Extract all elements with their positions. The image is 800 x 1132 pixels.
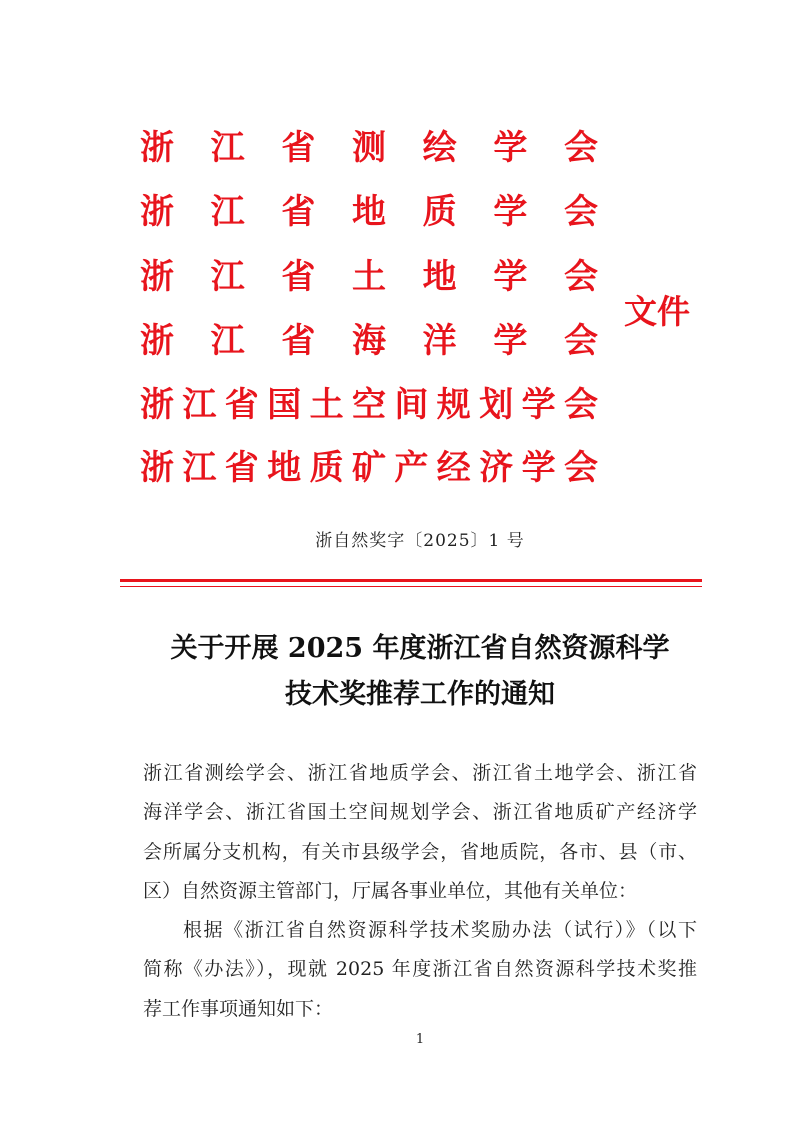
body-line: 根据《浙江省自然资源科学技术奖励办法（试行）》（以下 [183,919,697,941]
red-divider-thin [120,586,702,587]
org-name: 浙江省土地学会 [140,257,598,297]
body-line: 荐工作事项通知如下： [143,998,334,1020]
red-divider-thick [120,579,702,582]
org-name: 浙江省地质矿产经济学会 [140,448,598,488]
body-line: 浙江省测绘学会、浙江省地质学会、浙江省土地学会、浙江省 [143,762,697,784]
org-name: 浙江省国土空间规划学会 [140,385,598,425]
title-line-1: 关于开展 2025 年度浙江省自然资源科学 [170,633,670,664]
org-name: 浙江省地质学会 [140,192,598,232]
document-number: 浙自然奖字〔2025〕1 号 [315,531,525,551]
body-line: 区）自然资源主管部门，厅属各事业单位，其他有关单位： [143,880,638,902]
title-line-2: 技术奖推荐工作的通知 [285,679,555,710]
body-line: 海洋学会、浙江省国土空间规划学会、浙江省地质矿产经济学 [143,801,697,823]
org-name: 浙江省测绘学会 [140,128,598,168]
body-line: 简称《办法》），现就 2025 年度浙江省自然资源科学技术奖推 [143,958,697,980]
page-number: 1 [415,1032,425,1047]
document-suffix: 文件 [624,292,690,331]
body-line: 会所属分支机构，有关市县级学会，省地质院，各市、县（市、 [143,841,697,863]
org-name: 浙江省海洋学会 [140,321,598,361]
